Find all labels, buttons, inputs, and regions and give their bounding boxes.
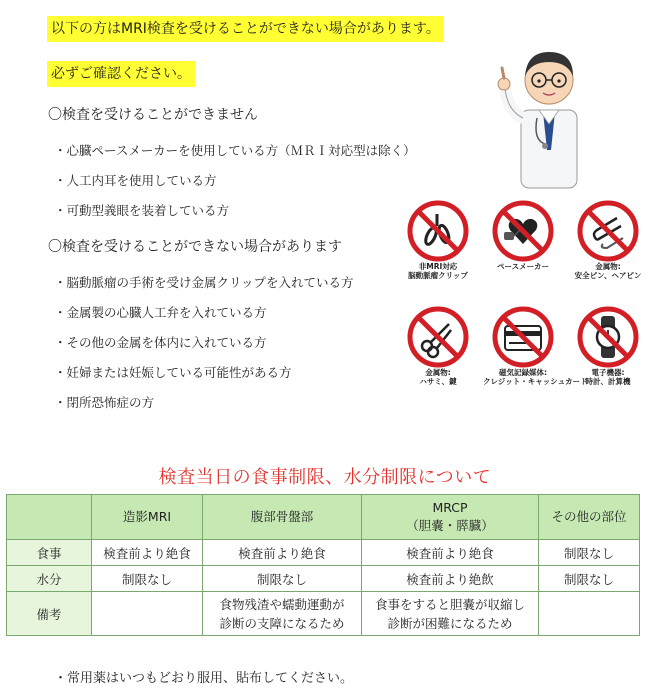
diet-restriction-title: 検査当日の食事制限、水分制限について: [158, 467, 492, 488]
mrcp-header-sublabel: （胆嚢・膵臓）: [406, 518, 494, 533]
sign-caption: 電子機器: 時計、計算機: [585, 368, 631, 386]
diet-restriction-table: [6, 494, 640, 636]
prohibited-scissors-sign: [398, 306, 478, 386]
table-header-cell: 腹部骨盤部: [203, 495, 362, 540]
row-label: 備考: [7, 592, 92, 636]
list-item: ・ 金属製の心臓人工弁を入れている方: [54, 303, 267, 321]
warning-highlight-line1: 以下の方はMRI検査を受けることができない場合があります。: [47, 16, 444, 42]
scissors-key-icon: [407, 306, 469, 368]
list-item: ・ 妊婦または妊娠している可能性がある方: [54, 363, 292, 381]
sign-caption: 磁気記録媒体: クレジット・キャッシュカード: [483, 368, 588, 386]
table-cell: 制限なし: [539, 566, 640, 592]
table-cell: 検査前より絶食: [203, 540, 362, 566]
table-row: [7, 566, 640, 592]
sign-caption: 金属物: 安全ピン、ヘアピン: [574, 262, 642, 280]
prohibited-clip-sign: [398, 200, 478, 280]
table-cell: 検査前より絶食: [362, 540, 539, 566]
section-title-may-not: 〇検査を受けることができない場合があります: [48, 239, 342, 255]
row-label: 水分: [7, 566, 92, 592]
table-row: [7, 540, 640, 566]
table-cell: [539, 592, 640, 636]
remark-line: 診断が困難になるため: [387, 615, 513, 631]
prohibited-pacemaker-sign: [483, 200, 563, 271]
table-header-row: [7, 495, 640, 540]
prohibited-card-sign: [483, 306, 588, 386]
table-row: [7, 592, 640, 636]
remark-line: 診断の支障になるため: [219, 615, 345, 631]
section-title-cannot: 〇検査を受けることができません: [48, 107, 258, 123]
table-cell: [362, 592, 539, 636]
sign-caption: ペースメーカー: [497, 262, 549, 271]
table-cell: 制限なし: [539, 540, 640, 566]
table-header-cell-mrcp: [362, 495, 539, 540]
list-item: ・ 心臓ペースメーカーを使用している方（ＭＲＩ対応型は除く）: [54, 141, 416, 159]
table-header-cell: [7, 495, 92, 540]
row-label: 食事: [7, 540, 92, 566]
mrcp-header-label: MRCP: [432, 500, 468, 515]
table-cell: 制限なし: [203, 566, 362, 592]
table-cell: 制限なし: [92, 566, 203, 592]
sign-caption: 金属物: ハサミ、鍵: [419, 368, 457, 386]
pin-icon: [577, 200, 639, 262]
pacemaker-icon: [492, 200, 554, 262]
sign-caption: 非MRI対応 脳動脈瘤クリップ: [408, 262, 468, 280]
prohibited-items-panel: [398, 196, 648, 406]
list-item: ・ 脳動脈瘤の手術を受け金属クリップを入れている方: [54, 273, 354, 291]
list-item: ・ 閉所恐怖症の方: [54, 393, 154, 411]
medication-note: ・ 常用薬はいつもどおり服用、貼布してください。: [54, 667, 353, 686]
list-item: ・ その他の金属を体内に入れている方: [54, 333, 267, 351]
list-item: ・ 可動型義眼を装着している方: [54, 201, 229, 219]
table-header-cell: 造影MRI: [92, 495, 203, 540]
list-item: ・ 人工内耳を使用している方: [54, 171, 217, 189]
card-icon: [492, 306, 554, 368]
table-cell: 検査前より絶飲: [362, 566, 539, 592]
watch-icon: [577, 306, 639, 368]
table-cell: 検査前より絶食: [92, 540, 203, 566]
prohibited-watch-sign: [568, 306, 648, 386]
table-cell: [203, 592, 362, 636]
table-cell: [92, 592, 203, 636]
table-header-cell: その他の部位: [539, 495, 640, 540]
remark-line: 食物残渣や蠕動運動が: [219, 596, 345, 612]
prohibited-pin-sign: [568, 200, 648, 280]
warning-highlight-line2: 必ずご確認ください。: [47, 61, 195, 87]
remark-line: 食事をすると胆嚢が収縮し: [374, 596, 525, 612]
doctor-illustration: [493, 40, 603, 190]
clip-icon: [407, 200, 469, 262]
